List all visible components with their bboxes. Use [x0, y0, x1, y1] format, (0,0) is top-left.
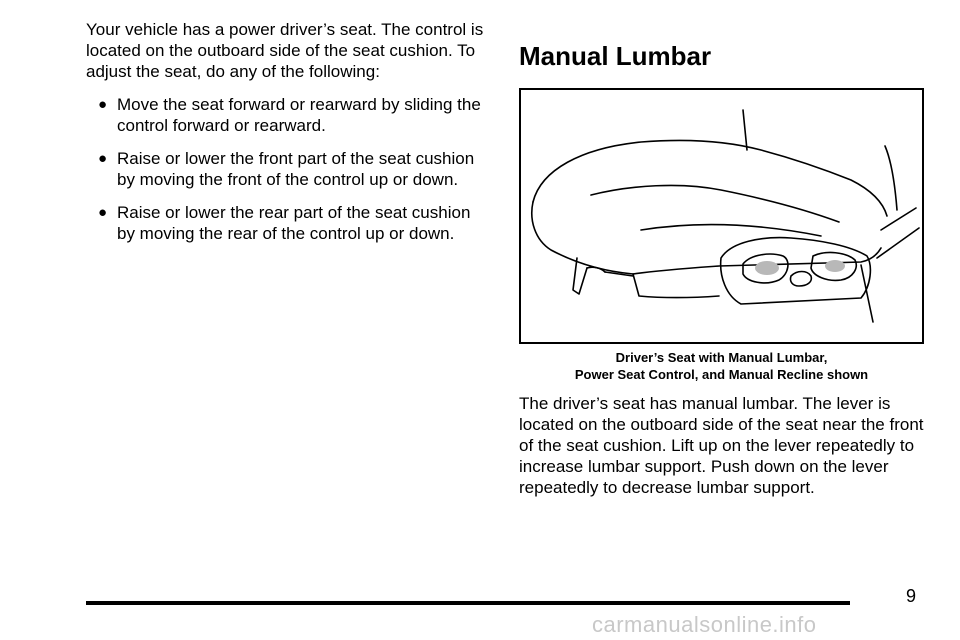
footer-rule: [86, 601, 850, 605]
caption-line: Power Seat Control, and Manual Recline shown: [574, 367, 869, 382]
bullet-icon: ●: [98, 204, 108, 221]
list-item: [86, 94, 486, 136]
list-item: [86, 148, 486, 190]
page-number: 9: [906, 586, 917, 606]
right-column: [519, 40, 924, 498]
adjustment-list: [86, 94, 486, 244]
list-item-text: Move the seat forward or rearward by sliding the control forward or rearward.: [117, 95, 481, 135]
list-item-text: Raise or lower the rear part of the seat cushion by moving the rear of the control up or down.: [117, 203, 471, 243]
seat-illustration: [521, 90, 922, 342]
section-heading: Manual Lumbar: [519, 41, 712, 71]
intro-paragraph: Your vehicle has a power driver’s seat. The control is located on the outboard side of the seat cushion. To adjust the seat, do any of the following:: [86, 20, 484, 81]
bullet-icon: ●: [98, 96, 108, 113]
figure-caption: [519, 349, 924, 383]
left-column: [86, 19, 486, 256]
bullet-icon: ●: [98, 150, 108, 167]
list-item-text: Raise or lower the front part of the seat cushion by moving the front of the control up or down.: [117, 149, 475, 189]
caption-line: Driver’s Seat with Manual Lumbar,: [615, 350, 828, 365]
watermark: carmanualsonline.info: [592, 612, 817, 637]
lumbar-paragraph: The driver’s seat has manual lumbar. The lever is located on the outboard side of the seat near the front of the seat cushion. Lift up on the lever repeatedly to increase lumbar support. Push down on the lever repeatedly to decrease lumbar support.: [519, 394, 924, 497]
seat-illustration-frame: [519, 88, 924, 344]
list-item: [86, 202, 486, 244]
